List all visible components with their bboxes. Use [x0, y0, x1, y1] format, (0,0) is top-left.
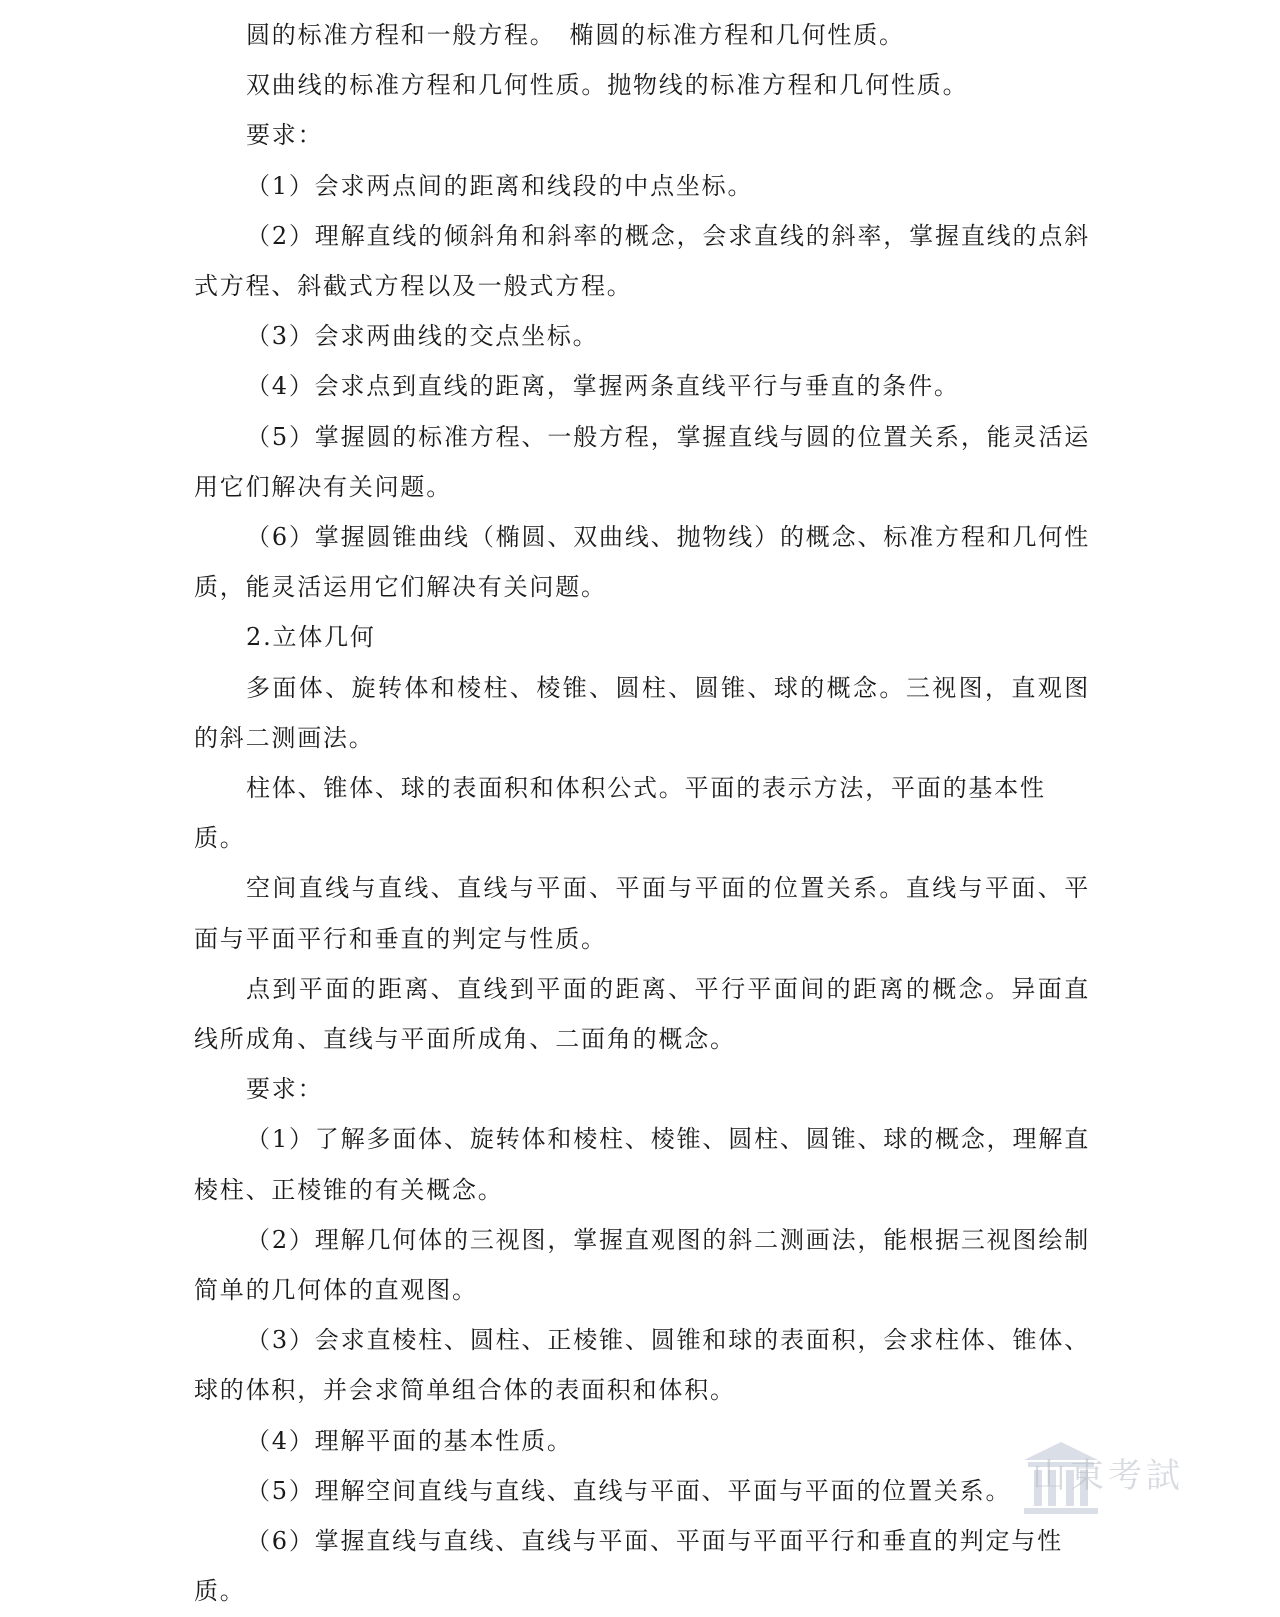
requirement-2-6: （6）掌握直线与直线、直线与平面、平面与平面平行和垂直的判定与性质。 [194, 1527, 1063, 1606]
paragraph-surface-volume: 柱体、锥体、球的表面积和体积公式。平面的表示方法，平面的基本性质。 [194, 774, 1046, 853]
requirement-2-3: （3）会求直棱柱、圆柱、正棱锥、圆锥和球的表面积，会求柱体、锥体、球的体积，并会求简单组合体的表面积和体积。 [194, 1326, 1090, 1405]
requirement-1-6: （6）掌握圆锥曲线（椭圆、双曲线、抛物线）的概念、标准方程和几何性质，能灵活运用它们解决有关问题。 [194, 523, 1090, 602]
document-body [194, 10, 1090, 1617]
paragraph-distances-angles: 点到平面的距离、直线到平面的距离、平行平面间的距离的概念。异面直线所成角、直线与平面所成角、二面角的概念。 [194, 974, 1090, 1054]
requirement-1-2: （2）理解直线的倾斜角和斜率的概念，会求直线的斜率，掌握直线的点斜式方程、斜截式方程以及一般式方程。 [194, 221, 1090, 301]
paragraph-hyperbola-parabola: 双曲线的标准方程和几何性质。抛物线的标准方程和几何性质。 [246, 71, 969, 100]
watermark-text: 山東考試 [1032, 1456, 1184, 1496]
requirement-2-4: （4）理解平面的基本性质。 [246, 1426, 573, 1455]
requirement-2-2: （2）理解几何体的三视图，掌握直观图的斜二测画法，能根据三视图绘制简单的几何体的直观图。 [194, 1225, 1090, 1305]
requirement-1-4: （4）会求点到直线的距离，掌握两条直线平行与垂直的条件。 [246, 372, 960, 401]
requirement-1-5: （5）掌握圆的标准方程、一般方程，掌握直线与圆的位置关系，能灵活运用它们解决有关问题。 [194, 422, 1090, 501]
paragraph-solids: 多面体、旋转体和棱柱、棱锥、圆柱、圆锥、球的概念。三视图，直观图的斜二测画法。 [194, 673, 1090, 752]
requirement-1-1: （1）会求两点间的距离和线段的中点坐标。 [246, 171, 754, 200]
requirement-1-3: （3）会求两曲线的交点坐标。 [246, 322, 599, 351]
requirements-heading-2: 要求： [246, 1075, 324, 1104]
requirement-2-1: （1）了解多面体、旋转体和棱柱、棱锥、圆柱、圆锥、球的概念，理解直棱柱、正棱锥的有关概念。 [194, 1125, 1090, 1204]
paragraph-circle-ellipse: 圆的标准方程和一般方程。 椭圆的标准方程和几何性质。 [246, 21, 905, 49]
requirements-heading-1: 要求： [246, 121, 324, 150]
section-heading-solid-geometry: 2.立体几何 [246, 623, 376, 652]
paragraph-spatial-relations: 空间直线与直线、直线与平面、平面与平面的位置关系。直线与平面、平面与平面平行和垂直的判定与性质。 [194, 874, 1090, 953]
requirement-2-5: （5）理解空间直线与直线、直线与平面、平面与平面的位置关系。 [246, 1476, 1012, 1505]
